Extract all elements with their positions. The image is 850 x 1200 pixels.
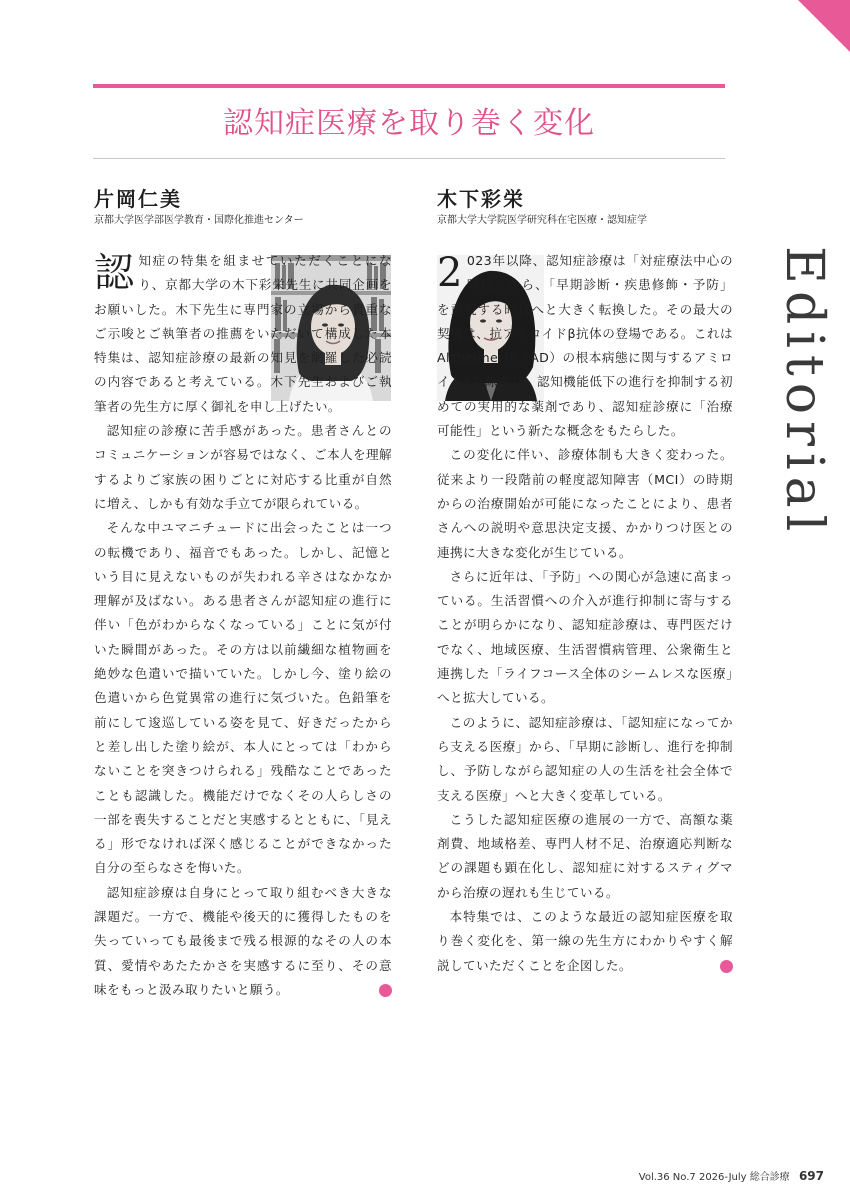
- paragraph: さらに近年は、「予防」への関心が急速に高まっている。生活習慣への介入が進行抑制に寄与することが明らかになり、認知症診療は、専門医だけでなく、地域医療、生活習慣病管理、公衆衛生と連携した「ライフコース全体のシームレスな医療」へと拡大している。: [437, 568, 733, 706]
- end-mark-icon: G: [720, 960, 733, 973]
- paragraph: 2 023年以降、認知症診療は「対症療法中心の時代」から、「早期診断・疾患修飾・予防」を重視する時代へと大きく転換した。その最大の契機は、抗アミロイドβ抗体の登場である。これはAlzheimer病（AD）の根本病態に関与するアミロイドβを除去し、認知機能低下の進行を抑制する初めての実用的な薬剤であり、認知症診療に「治療可能性」という新たな概念をもたらした。: [437, 250, 733, 439]
- paragraph: 認知症診療は自身にとって取り組むべき大きな課題だ。一方で、機能や後天的に獲得したものを失っていっても最後まで残る根源的なその人の本質、愛情やあたたかさを実感するに至り、その意味をもっと汲み取りたいと願う。 G: [94, 884, 400, 997]
- footer-journal: 総合診療: [749, 1172, 790, 1183]
- end-mark-icon: G: [379, 984, 392, 997]
- author-name-kinoshita: 木下彩栄: [437, 187, 525, 211]
- author-affiliation-kataoka: 京都大学医学部医学教育・国際化推進センター: [94, 215, 304, 226]
- author-name-kataoka: 片岡仁美: [94, 187, 182, 211]
- footer-page-number: 697: [798, 1169, 824, 1183]
- body-column-right: [437, 249, 741, 978]
- paragraph: 本特集では、このような最近の認知症医療を取り巻く変化を、第一線の先生方にわかりやすく解説していただくことを企図した。 G: [437, 909, 741, 973]
- paragraph: このように、認知症診療は、「認知症になってから支える医療」から、「早期に診断し、進行を抑制し、予防しながら認知症の人の生活を社会全体で支える医療」へと大きく変革している。: [437, 714, 733, 803]
- dropcap-left: 認: [94, 250, 135, 296]
- dropcap-right: 2: [437, 250, 463, 296]
- paragraph: そんな中ユマニチュードに出会ったことは一つの転機であり、福音でもあった。しかし、記憶という目に見えないものが失われる辛さはなかなか理解が及ばない。ある患者さんが認知症の進行に伴い「色がわからなくなっている」ことに気が付いた瞬間があった。その方は以前繊細な植物画を絶妙な色遣いで描いていた。しかし今、塗り絵の色遣いから色覚異常の進行に気づいた。色鉛筆を前にして逡巡している姿を見て、好きだったからと差し出した塗り絵が、本人にとっては「わからないことを突きつけられる」残酷なことであったことも認識した。機能だけでなくその人らしさの一部を喪失することだと実感するとともに、「見える」形でなければ深く感じることができなかった自分の至らなさを悔いた。: [94, 520, 392, 876]
- title-top-rule: [93, 84, 725, 88]
- author-affiliation-kinoshita: 京都大学大学院医学研究科在宅医療・認知症学: [437, 215, 647, 226]
- paragraph: 認知症の診療に苦手感があった。患者さんとのコミュニケーションが容易ではなく、ご本人を理解するよりご家族の困りごとに対応する比重が自然に増え、しかも有効な手立てが限られている。: [94, 423, 392, 511]
- page-footer: [639, 1168, 824, 1183]
- body-column-left: [94, 249, 400, 1002]
- page-title: 認知症医療を取り巻く変化: [223, 106, 595, 141]
- paragraph: この変化に伴い、診療体制も大きく変わった。従来より一段階前の軽度認知障害（MCI）の時期からの治療開始が可能になったことにより、患者さんへの説明や意思決定支援、かかりつけ医との連携に大きな変化が生じている。: [437, 447, 733, 560]
- paragraph: こうした認知症医療の進展の一方で、高額な薬剤費、地域格差、専門人材不足、治療適応判断などの課題も顕在化し、認知症に対するスティグマから治療の遅れも生じている。: [437, 811, 733, 900]
- corner-tab: [798, 0, 850, 52]
- title-bottom-rule: [93, 158, 725, 159]
- footer-issue: Vol.36 No.7 2026-July: [638, 1172, 747, 1183]
- section-label-editorial: Editorial: [774, 246, 834, 539]
- paragraph: 認知症の特集を組ませていただくことになり、京都大学の木下彩栄先生に共同企画をお願いした。木下先生に専門家の立場から貴重なご示唆とご執筆者の推薦をいただいて構成した本特集は、認知症診療の最新の知見を網羅した必読の内容であると考えている。木下先生およびご執筆者の先生方に厚く御礼を申し上げたい。: [94, 250, 392, 414]
